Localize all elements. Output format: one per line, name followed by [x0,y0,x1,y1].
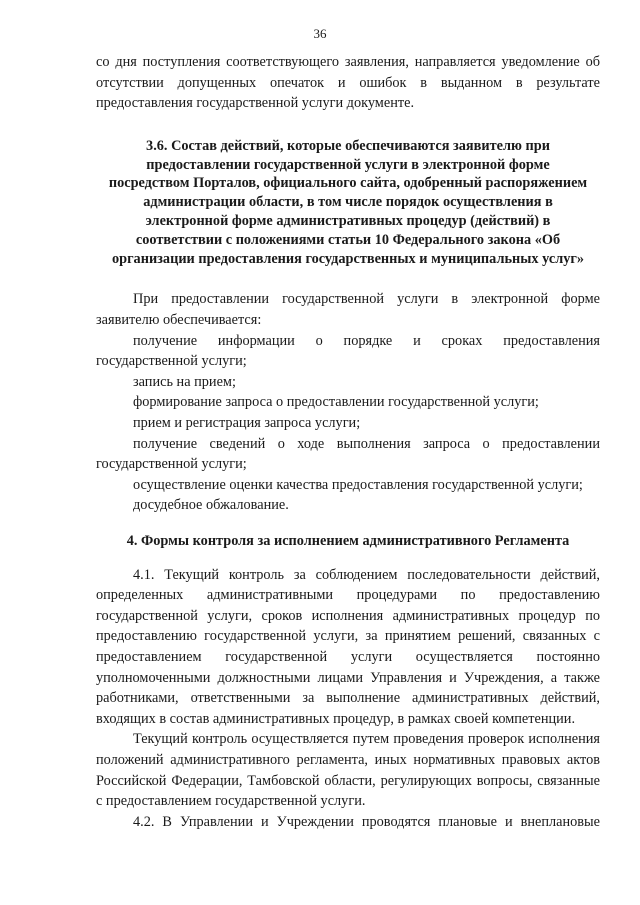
document-body [96,52,600,832]
list-item: формирование запроса о предоставлении государственной услуги; [133,394,539,411]
intro-paragraph: со дня поступления соответствующего заявления, направляется уведомление об отсутствии допущенных опечаток и ошибок в выданном в результате предоставления государственной услуги документе. [96,54,600,112]
section-4-paragraph: Текущий контроль осуществляется путем проведения проверок исполнения положений административного регламента, иных нормативных правовых актов Российской Федерации, Тамбовской области, регулирующих вопросы, связанные с предоставлением государственной услуги. [96,731,600,810]
page-number: 36 [313,26,327,41]
section-4-heading: 4. Формы контроля за исполнением административного Регламента [126,532,570,549]
list-item: осуществление оценки качества предоставления государственной услуги; [133,476,583,493]
section-3-6-lead: При предоставлении государственной услуги в электронной форме заявителю обеспечивается: [96,291,600,328]
list-item: запись на прием; [133,373,236,390]
list-item: прием и регистрация запроса услуги; [133,414,361,431]
section-4-paragraph: 4.2. В Управлении и Учреждении проводятся плановые и внеплановые [133,813,600,830]
list-item: получение информации о порядке и сроках предоставления государственной услуги; [96,332,600,370]
section-3-6-heading: 3.6. Состав действий, которые обеспечиваются заявителю при предоставлении государственной услуги в электронной форме посредством Порталов, официального сайта, одобренный распоряжением администрации области, в том числе порядок осуществления в электронной форме административных процедур (действий) в соответствии с положениями статьи 10 Федерального закона «Об организации предоставления государственных и муниципальных услуг» [108,137,588,267]
list-item: получение сведений о ходе выполнения запроса о предоставлении государственной услуги; [96,435,600,473]
list-item: досудебное обжалование. [133,497,289,514]
section-4-paragraph: 4.1. Текущий контроль за соблюдением последовательности действий, определенных административными процедурами по предоставлению государственной услуги, сроков исполнения административных процедур по предоставлению государственной услуги, за принятием решений, связанных с предоставлением государственной услуги осуществляется постоянно уполномоченными должностными лицами Управления и Учреждения, а также работниками, ответственными за выполнение административных действий, входящих в состав административных процедур, в рамках своей компетенции. [96,566,600,727]
